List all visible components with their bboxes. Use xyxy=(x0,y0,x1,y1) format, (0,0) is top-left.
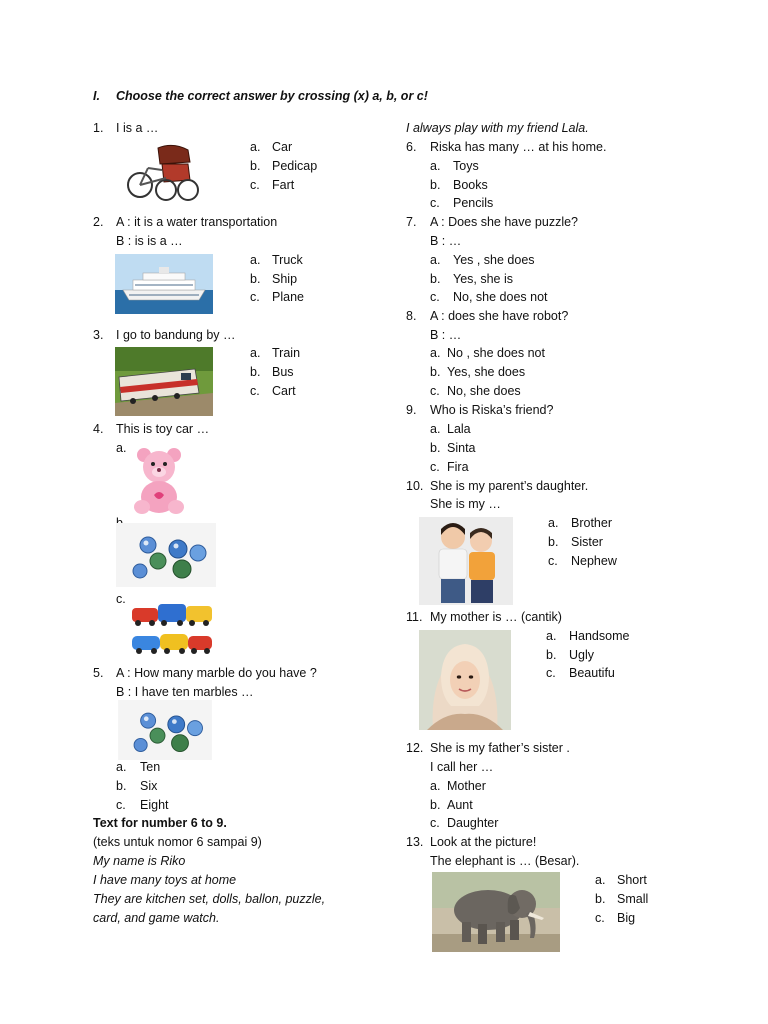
question-line: Look at the picture! xyxy=(430,835,537,849)
question-number: 7. xyxy=(406,215,417,229)
question-line: She is my parent’s daughter. xyxy=(430,479,589,493)
question-number: 2. xyxy=(93,215,104,229)
option-letter: b. xyxy=(250,272,261,286)
toy-cars-picture xyxy=(128,598,216,662)
option-letter: b. xyxy=(430,272,441,286)
option-text: Ship xyxy=(272,272,298,286)
marbles-picture xyxy=(116,700,214,760)
question-line: B : … xyxy=(430,328,462,342)
option-letter: c. xyxy=(116,798,126,812)
option-letter: c. xyxy=(430,290,440,304)
option-text: No , she does not xyxy=(447,346,545,360)
option-letter: c. xyxy=(250,384,260,398)
option-text: Toys xyxy=(453,159,479,173)
option-text: Mother xyxy=(447,779,486,793)
option-letter: c. xyxy=(548,554,558,568)
option-text: Bus xyxy=(272,365,294,379)
option-letter: a. xyxy=(116,760,127,774)
option-text: Daughter xyxy=(447,816,499,830)
option-text: Ugly xyxy=(569,648,595,662)
elephant-picture xyxy=(432,872,560,952)
option-text: Pencils xyxy=(453,196,494,210)
option-letter: c. xyxy=(430,196,440,210)
option-letter: c. xyxy=(595,911,605,925)
option-letter: b. xyxy=(430,365,441,379)
option-text: Brother xyxy=(571,516,612,530)
option-letter: c. xyxy=(116,592,126,606)
option-letter: b. xyxy=(430,178,441,192)
option-text: Nephew xyxy=(571,554,617,568)
teddy-bear-picture xyxy=(128,445,190,517)
woman-hijab-picture xyxy=(419,630,511,730)
question-number: 4. xyxy=(93,422,104,436)
option-letter: a. xyxy=(430,422,441,436)
question-number: 8. xyxy=(406,309,417,323)
question-number: 3. xyxy=(93,328,104,342)
question-line: A : does she have robot? xyxy=(430,309,569,323)
option-text: No, she does xyxy=(447,384,521,398)
option-text: Eight xyxy=(140,798,169,812)
passage-subheading: (teks untuk nomor 6 sampai 9) xyxy=(93,835,262,849)
question-line: A : Does she have puzzle? xyxy=(430,215,579,229)
option-text: Big xyxy=(617,911,636,925)
option-letter: a. xyxy=(430,346,441,360)
passage-line: My name is Riko xyxy=(93,854,186,868)
option-text: Sister xyxy=(571,535,603,549)
option-letter: a. xyxy=(430,779,441,793)
option-letter: a. xyxy=(546,629,557,643)
option-letter: a. xyxy=(250,346,261,360)
option-letter: a. xyxy=(595,873,606,887)
option-text: Small xyxy=(617,892,649,906)
question-text: This is toy car … xyxy=(116,422,210,436)
option-text: Lala xyxy=(447,422,471,436)
option-letter: a. xyxy=(430,253,441,267)
option-text: Beautifu xyxy=(569,666,615,680)
question-number: 1. xyxy=(93,121,104,135)
section-number: I. xyxy=(93,89,100,103)
question-number: 12. xyxy=(406,741,424,755)
option-text: Fart xyxy=(272,178,295,192)
question-line: The elephant is … (Besar). xyxy=(430,854,580,868)
option-letter: c. xyxy=(430,384,440,398)
passage-line: I have many toys at home xyxy=(93,873,237,887)
option-text: Yes , she does xyxy=(453,253,535,267)
passage-line: They are kitchen set, dolls, ballon, puzzle, xyxy=(93,892,326,906)
option-letter: b. xyxy=(595,892,606,906)
question-number: 10. xyxy=(406,479,424,493)
option-letter: c. xyxy=(430,816,440,830)
question-line: A : it is a water transportation xyxy=(116,215,278,229)
question-line: B : … xyxy=(430,234,462,248)
option-letter: b. xyxy=(250,365,261,379)
sisters-picture xyxy=(419,517,513,605)
option-letter: c. xyxy=(546,666,556,680)
question-number: 9. xyxy=(406,403,417,417)
option-text: Car xyxy=(272,140,293,154)
option-letter: b. xyxy=(116,779,127,793)
option-text: Aunt xyxy=(447,798,473,812)
option-text: Yes, she is xyxy=(453,272,513,286)
option-text: Plane xyxy=(272,290,304,304)
passage-line: I always play with my friend Lala. xyxy=(406,121,589,135)
passage-line: card, and game watch. xyxy=(93,911,220,925)
option-letter: a. xyxy=(548,516,559,530)
option-letter: a. xyxy=(430,159,441,173)
train-picture xyxy=(115,347,213,416)
question-number: 5. xyxy=(93,666,104,680)
option-text: Pedicap xyxy=(272,159,318,173)
option-text: Short xyxy=(617,873,647,887)
option-letter: c. xyxy=(250,178,260,192)
option-text: Handsome xyxy=(569,629,630,643)
option-letter: b. xyxy=(430,441,441,455)
option-letter: b. xyxy=(548,535,559,549)
option-letter: b. xyxy=(250,159,261,173)
question-line: A : How many marble do you have ? xyxy=(116,666,317,680)
option-text: Books xyxy=(453,178,488,192)
option-letter: a. xyxy=(250,253,261,267)
option-text: Sinta xyxy=(447,441,476,455)
cruise-ship-picture xyxy=(115,254,213,314)
option-letter: c. xyxy=(430,460,440,474)
option-text: Truck xyxy=(272,253,303,267)
option-letter: b. xyxy=(430,798,441,812)
instruction-heading: Choose the correct answer by crossing (x) a, b, or c! xyxy=(116,89,428,103)
question-text: Riska has many … at his home. xyxy=(430,140,607,154)
question-line: I call her … xyxy=(430,760,494,774)
option-letter: b. xyxy=(546,648,557,662)
question-line: She is my … xyxy=(430,497,501,511)
question-line: She is my father’s sister . xyxy=(430,741,570,755)
question-number: 13. xyxy=(406,835,424,849)
option-text: Cart xyxy=(272,384,296,398)
option-text: Yes, she does xyxy=(447,365,526,379)
pedicab-picture xyxy=(118,140,203,203)
question-text: Who is Riska’s friend? xyxy=(430,403,554,417)
option-text: Ten xyxy=(140,760,161,774)
passage-heading: Text for number 6 to 9. xyxy=(93,816,227,830)
question-text: I is a … xyxy=(116,121,159,135)
question-text: My mother is … (cantik) xyxy=(430,610,562,624)
option-text: Six xyxy=(140,779,158,793)
question-number: 11. xyxy=(406,610,423,624)
question-number: 6. xyxy=(406,140,417,154)
option-text: Fira xyxy=(447,460,469,474)
question-line: B : I have ten marbles … xyxy=(116,685,254,699)
question-text: I go to bandung by … xyxy=(116,328,236,342)
marbles-picture xyxy=(116,523,216,587)
option-text: No, she does not xyxy=(453,290,548,304)
option-letter: c. xyxy=(250,290,260,304)
question-line: B : is is a … xyxy=(116,234,183,248)
option-text: Train xyxy=(272,346,301,360)
option-letter: a. xyxy=(250,140,261,154)
option-letter: a. xyxy=(116,441,127,455)
